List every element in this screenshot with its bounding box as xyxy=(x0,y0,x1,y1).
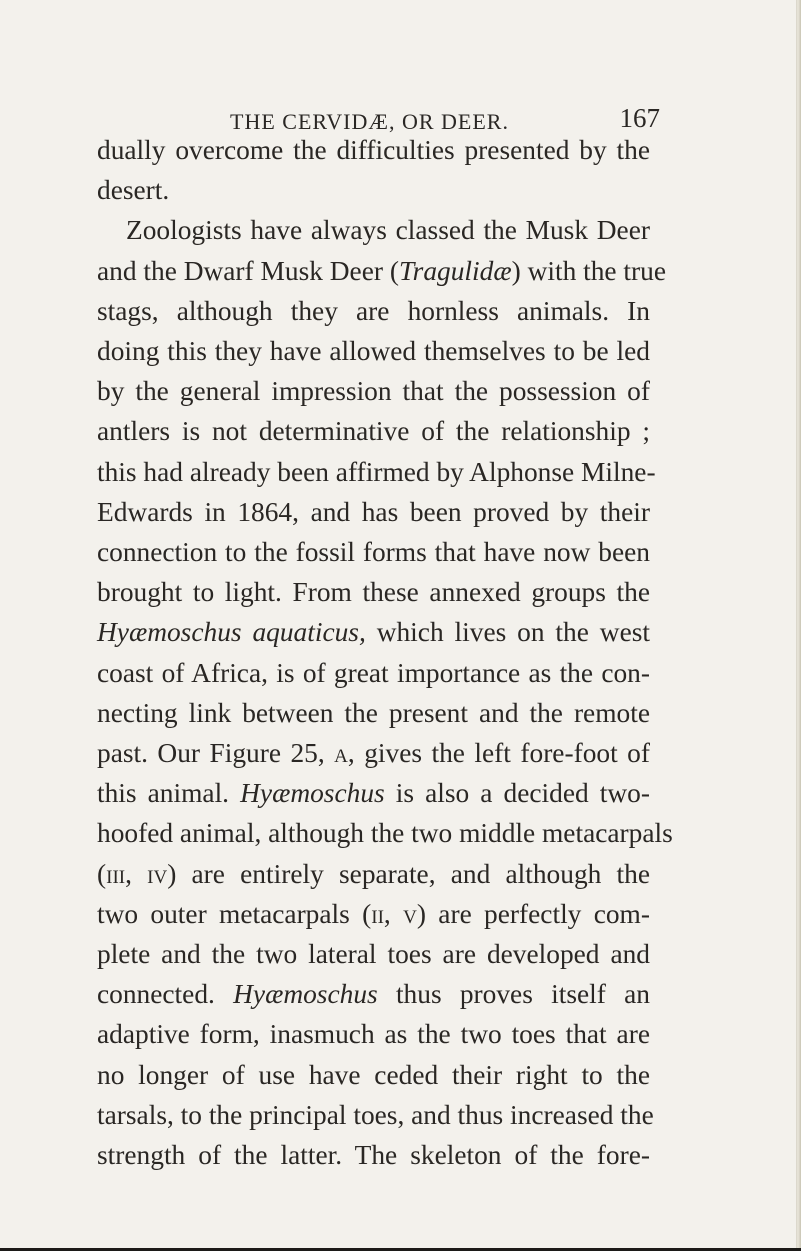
body-text xyxy=(97,130,673,1175)
text-line: this animal. Hyæmoschus is also a decided two- xyxy=(97,778,650,809)
text-line: adaptive form, inasmuch as the two toes that are xyxy=(97,1019,650,1050)
text-line: by the general impression that the possession of xyxy=(97,376,650,407)
text-line: hoofed animal, although the two middle metacarpals xyxy=(97,818,673,849)
text-line: plete and the two lateral toes are developed and xyxy=(97,939,650,970)
text-line: necting link between the present and the remote xyxy=(97,697,650,728)
text-line: connection to the fossil forms that have now been xyxy=(97,537,650,568)
text-line: coast of Africa, is of great importance as the con- xyxy=(97,657,650,688)
text-line: brought to light. From these annexed groups the xyxy=(97,577,650,608)
species-name: Tragulidæ xyxy=(398,255,512,286)
text-line: past. Our Figure 25, a, gives the left fore-foot of xyxy=(97,738,650,769)
text-line: doing this they have allowed themselves to be led xyxy=(97,336,650,367)
text-line: connected. Hyæmoschus thus proves itself an xyxy=(97,979,650,1010)
text-line: antlers is not determinative of the relationship ; xyxy=(97,416,650,447)
page-edge-bottom xyxy=(0,1248,801,1259)
species-name: Hyæmoschus xyxy=(233,979,378,1010)
text-line: Zoologists have always classed the Musk Deer xyxy=(126,215,650,246)
text-line: tarsals, to the principal toes, and thus increased the xyxy=(97,1099,654,1130)
species-name: Hyæmoschus xyxy=(240,778,385,809)
figure-label: a xyxy=(334,738,348,769)
text-line: this had already been affirmed by Alphonse Milne- xyxy=(97,456,656,487)
roman-numeral: v xyxy=(403,898,417,929)
text-line: stags, although they are hornless animals. In xyxy=(97,295,650,326)
page-number: 167 xyxy=(619,103,660,133)
roman-numeral: iv xyxy=(147,858,168,889)
text-line: two outer metacarpals (ii, v) are perfectly com- xyxy=(97,898,650,929)
text-line: (iii, iv) are entirely separate, and although the xyxy=(97,858,650,889)
text-line: desert. xyxy=(97,175,170,206)
species-name: Hyæmoschus aquaticus, xyxy=(97,617,366,648)
text-line: and the Dwarf Musk Deer (Tragulidæ) with the true xyxy=(97,255,667,286)
roman-numeral: iii xyxy=(106,858,126,889)
page-edge-right xyxy=(796,0,801,1259)
roman-numeral: ii xyxy=(371,898,384,929)
text-line: strength of the latter. The skeleton of the fore- xyxy=(97,1140,650,1171)
text-line: dually overcome the difficulties presented by the xyxy=(97,135,650,165)
running-head: THE CERVIDÆ, OR DEER. xyxy=(230,109,509,134)
text-line: Hyæmoschus aquaticus, which lives on the west xyxy=(97,617,650,648)
text-line: Edwards in 1864, and has been proved by their xyxy=(97,496,650,527)
text-line: no longer of use have ceded their right to the xyxy=(97,1059,650,1090)
